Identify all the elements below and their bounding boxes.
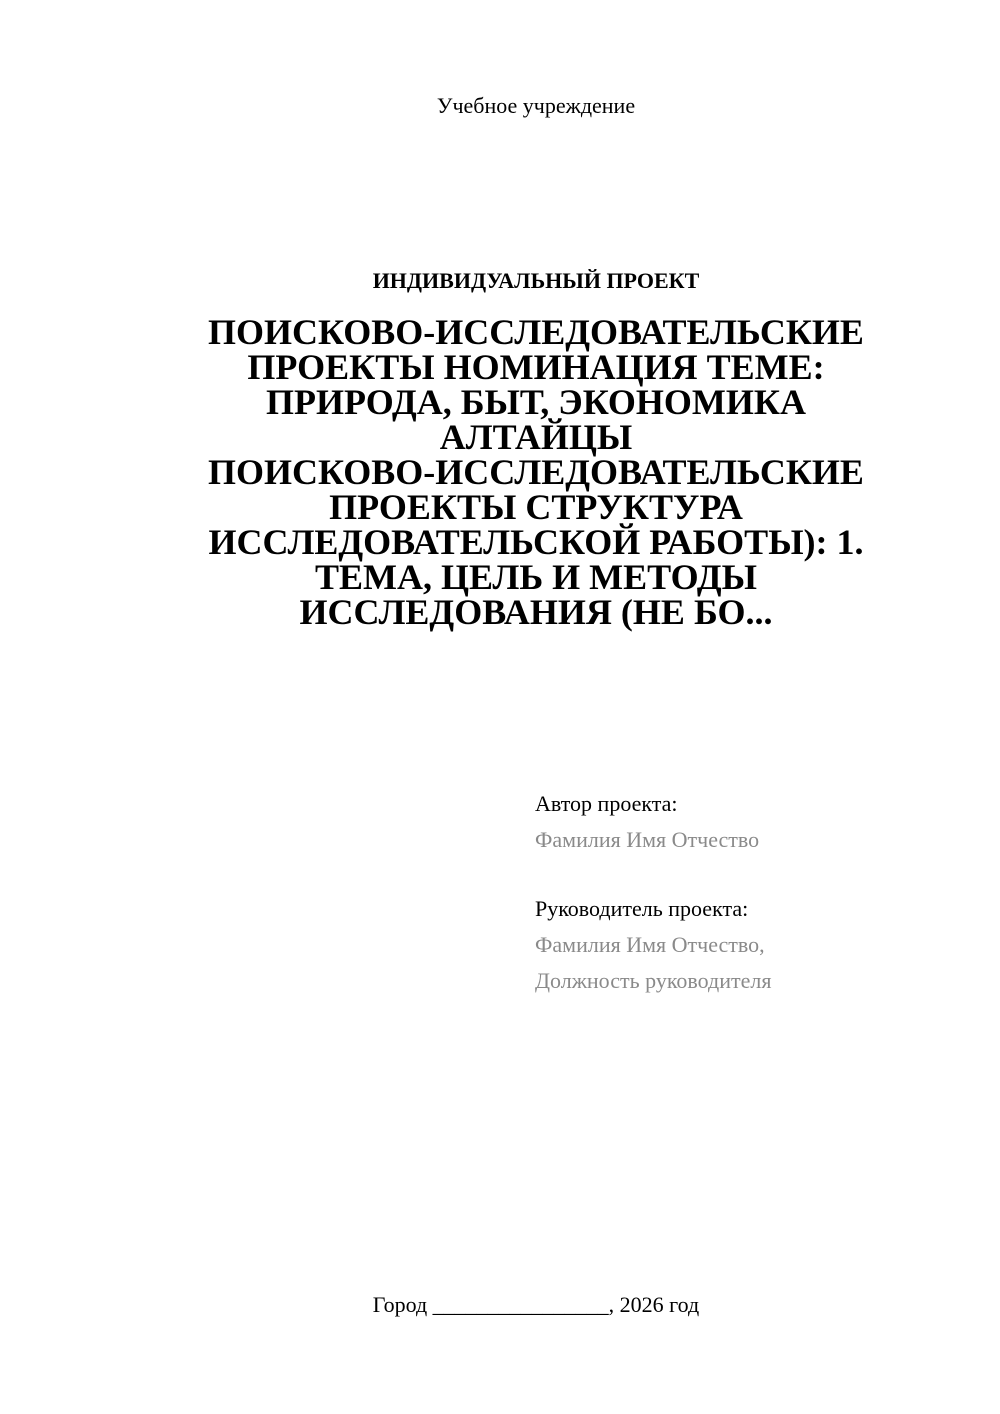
project-title-line: ИССЛЕДОВАТЕЛЬСКОЙ РАБОТЫ): 1. xyxy=(208,522,864,562)
supervisor-name-placeholder: Фамилия Имя Отчество, xyxy=(535,932,765,957)
project-title xyxy=(180,312,892,632)
institution-name: Учебное учреждение xyxy=(436,93,636,118)
project-title-line: ПОИСКОВО-ИССЛЕДОВАТЕЛЬСКИЕ xyxy=(208,452,864,492)
project-title-line: ПРОЕКТЫ НОМИНАЦИЯ ТЕМЕ: xyxy=(247,347,825,387)
supervisor-position-placeholder: Должность руководителя xyxy=(535,968,772,993)
project-title-line: ПРОЕКТЫ СТРУКТУРА xyxy=(329,487,743,527)
author-label: Автор проекта: xyxy=(535,791,678,816)
project-title-line: ТЕМА, ЦЕЛЬ И МЕТОДЫ xyxy=(314,557,758,597)
project-title-line: ПРИРОДА, БЫТ, ЭКОНОМИКА xyxy=(265,382,807,422)
project-title-line: АЛТАЙЦЫ xyxy=(439,417,633,457)
project-type-heading: ИНДИВИДУАЛЬНЫЙ ПРОЕКТ xyxy=(372,268,700,293)
supervisor-block xyxy=(535,895,975,995)
author-name-placeholder: Фамилия Имя Отчество xyxy=(535,827,760,852)
city-year-footer: Город ________________, 2026 год xyxy=(372,1292,700,1317)
supervisor-label: Руководитель проекта: xyxy=(535,896,749,921)
author-block xyxy=(535,790,975,854)
project-title-line: ИССЛЕДОВАНИЯ (НЕ БО... xyxy=(299,592,773,632)
project-title-line: ПОИСКОВО-ИССЛЕДОВАТЕЛЬСКИЕ xyxy=(208,312,864,352)
